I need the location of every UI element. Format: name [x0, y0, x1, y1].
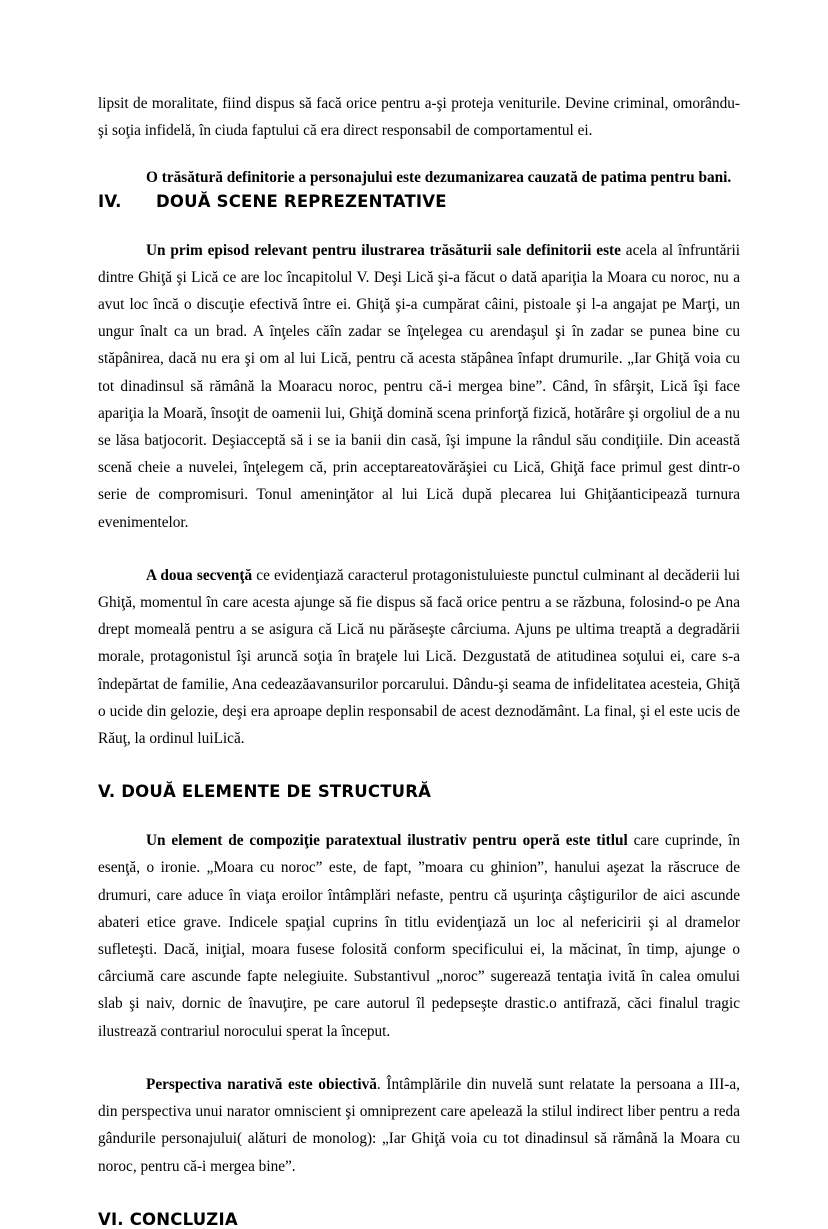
paragraph-narrative-perspective-lead: Perspectiva narativă este obiectivă	[146, 1075, 377, 1093]
spacer	[98, 1045, 740, 1071]
heading-section-vi-label: CONCLUZIA	[129, 1209, 238, 1229]
paragraph-scene-one	[98, 237, 740, 536]
heading-section-v	[98, 782, 740, 801]
heading-section-iv-label: DOUĂ SCENE REPREZENTATIVE	[156, 191, 447, 211]
paragraph-intro: lipsit de moralitate, fiind dispus să facă orice pentru a-şi proteja veniturile. Devine criminal, omorându-şi soţia infidelă, în ciuda faptului că era direct responsabil de comportamentul ei.	[98, 95, 740, 140]
spacer	[98, 211, 740, 237]
heading-section-vi-number: VI.	[98, 1209, 124, 1229]
spacer	[98, 752, 740, 782]
heading-section-vi	[98, 1210, 740, 1229]
heading-section-iv	[98, 192, 740, 211]
spacer	[98, 536, 740, 562]
paragraph-scene-two-body: ce evidenţiază caracterul protagonistuluieste punctul culminant al decăderii lui Ghiţă, momentul în care acesta ajunge să fie dispus să facă orice pentru a se răzbuna, folosind-o pe Ana drept momeală pentru a se asigura că Lică nu părăseşte cârciuma. Ajuns pe ultima treaptă a degradării morale, protagonistul îşi aruncă soţia în braţele lui Lică. Dezgustată de atitudinea soţului ei, care s-a îndepărtat de familie, Ana cedeazăavansurilor porcarului. Dându-şi seama de infidelitatea acesteia, Ghiţă o ucide din gelozie, deşi era aproape deplin responsabil de acest deznodământ. La final, şi el este ucis de Răuţ, la ordinul luiLică.	[98, 566, 740, 748]
spacer	[98, 1180, 740, 1210]
spacer	[98, 801, 740, 827]
paragraph-defining-trait: O trăsătură definitorie a personajului este dezumanizarea cauzată de patima pentru bani.	[146, 169, 732, 187]
paragraph-scene-two	[98, 562, 740, 752]
paragraph-narrative-perspective-body: . Întâmplările din nuvelă sunt relatate la persoana a III-a, din perspectiva unui narator omniscient şi omniprezent care apelează la stilul indirect liber pentru a reda gândurile personajului( alături de monolog): „Iar Ghiţă voia cu tot dinadinsul să rămână la Moara cu noroc, pentru că-i mergea bine”.	[98, 1075, 740, 1175]
heading-section-v-number: V.	[98, 782, 116, 802]
paragraph-title-element-body: care cuprinde, în esenţă, o ironie. „Moara cu noroc” este, de fapt, ”moara cu ghinion”, hanului aşezat la răscruce de drumuri, care aduce în viaţa eroilor întâmplări nefaste, pentru că uşurinţa câştigurilor de aici ascunde abateri etice grave. Indicele spaţial cuprins în titlu evidenţiază un loc al nefericirii şi al dramelor sufleteşti. Dacă, iniţial, moara fusese folosită conform specificului ei, la măcinat, în timp, ajunge o cârciumă care ascunde fapte nelegiuite. Substantivul „noroc” sugerează tentaţia ivită în calea omului slab şi naiv, dornic de înavuţire, pe care autorul îl pedepseşte drastic.o antifrază, căci finalul tragic ilustrează contrariul norocului sperat la început.	[98, 832, 740, 1040]
paragraph-title-element	[98, 827, 740, 1045]
paragraph-scene-one-lead: Un prim episod relevant pentru ilustrarea trăsăturii sale definitorii este	[146, 241, 621, 259]
paragraph-scene-one-body: acela al înfruntării dintre Ghiţă şi Lică ce are loc încapitolul V. Deşi Lică şi-a făcut o dată apariţia la Moara cu noroc, nu a avut loc încă o discuţie efectivă între ei. Ghiţă şi-a cumpărat câini, pistoale şi l-a angajat pe Marţi, un ungur înalt ca un brad. A înţeles căîn zadar se înţelegea cu arendaşul şi în zadar se punea bine cu stăpânirea, dacă nu era şi om al lui Lică, pentru că acesta stăpânea înfapt drumurile. „Iar Ghiţă voia cu tot dinadinsul să rămână la Moaracu noroc, pentru că-i mergea bine”. Când, în sfârşit, Lică îşi face apariţia la Moară, însoţit de oamenii lui, Ghiţă domină scena prinforţă fizică, hotărâre şi orgoliul de a nu se lăsa batjocorit. Deşiacceptă să i se ia banii din casă, îşi impune la rândul său condiţiile. Din această scenă cheie a nuvelei, înţelegem că, prin acceptareatovărăşiei cu Lică, Ghiţă face primul gest dintr-o serie de compromisuri. Tonul ameninţător al lui Lică după plecarea lui Ghiţăanticipează turnura evenimentelor.	[98, 241, 740, 531]
heading-section-v-label: DOUĂ ELEMENTE DE STRUCTURĂ	[121, 782, 432, 802]
heading-section-iv-number: IV.	[98, 191, 122, 211]
paragraph-scene-two-lead: A doua secvenţă	[146, 566, 253, 584]
paragraph-narrative-perspective	[98, 1071, 740, 1180]
spacer	[98, 144, 740, 164]
paragraph-title-element-lead: Un element de compoziţie paratextual ilustrativ pentru operă este titlul	[146, 832, 628, 850]
